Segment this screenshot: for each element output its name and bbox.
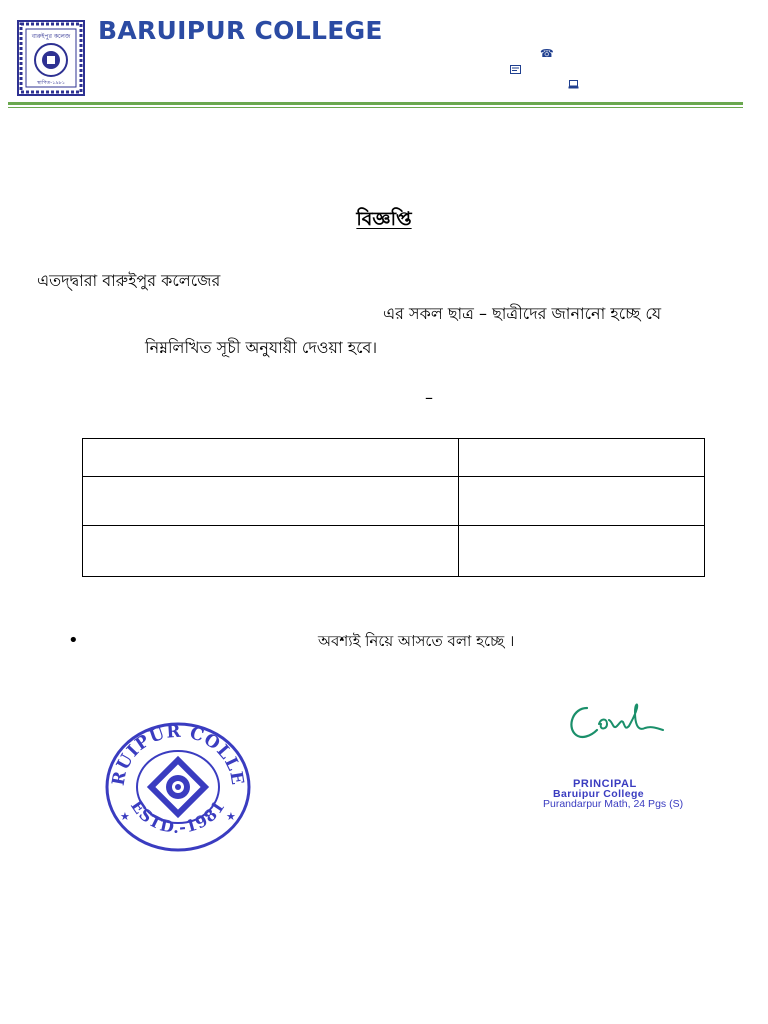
table-row [83, 439, 705, 477]
svg-text:★: ★ [226, 810, 236, 823]
principal-title: PRINCIPAL [573, 778, 637, 790]
college-seal [104, 720, 252, 854]
table-cell [83, 477, 459, 526]
notice-line-3: নিম্নলিখিত সূচী অনুযায়ী দেওয়া হবে। [145, 338, 378, 357]
header-divider [8, 102, 743, 105]
bullet-icon: • [68, 630, 79, 651]
notice-line-1: এতদ্দ্বারা বারুইপুর কলেজের [37, 271, 221, 290]
svg-text:★: ★ [120, 810, 130, 823]
principal-signature [565, 696, 670, 744]
notice-dash: – [425, 388, 433, 407]
fax-icon [510, 65, 521, 76]
seal-bottom-text: ESTD.-1981 [126, 796, 229, 837]
table-row [83, 526, 705, 577]
seal-top-text: RUIPUR COLLE [108, 721, 248, 788]
table-row [83, 477, 705, 526]
table-cell [459, 526, 705, 577]
mail-icon [568, 80, 579, 91]
table-cell [459, 439, 705, 477]
table-cell [459, 477, 705, 526]
principal-address: Purandarpur Math, 24 Pgs (S) [543, 798, 684, 810]
principal-college: Baruipur College [553, 788, 644, 800]
header-divider-thin [8, 107, 743, 108]
college-logo [17, 20, 85, 96]
notice-title: বিজ্ঞপ্তি [356, 208, 412, 230]
logo-top-text: বারুইপুর কলেজ [31, 33, 71, 40]
bullet-text: অবশ্যই নিয়ে আসতে বলা হচ্ছে । [318, 632, 515, 650]
logo-bottom-text: স্থাপিত-১৯৮১ [36, 80, 66, 86]
table-cell [83, 439, 459, 477]
college-name: BARUIPUR COLLEGE [98, 16, 383, 45]
schedule-table [82, 438, 705, 577]
notice-line-2: এর সকল ছাত্র – ছাত্রীদের জানানো হচ্ছে যে [383, 304, 662, 323]
table-cell [83, 526, 459, 577]
phone-icon: ☎ [540, 47, 554, 60]
